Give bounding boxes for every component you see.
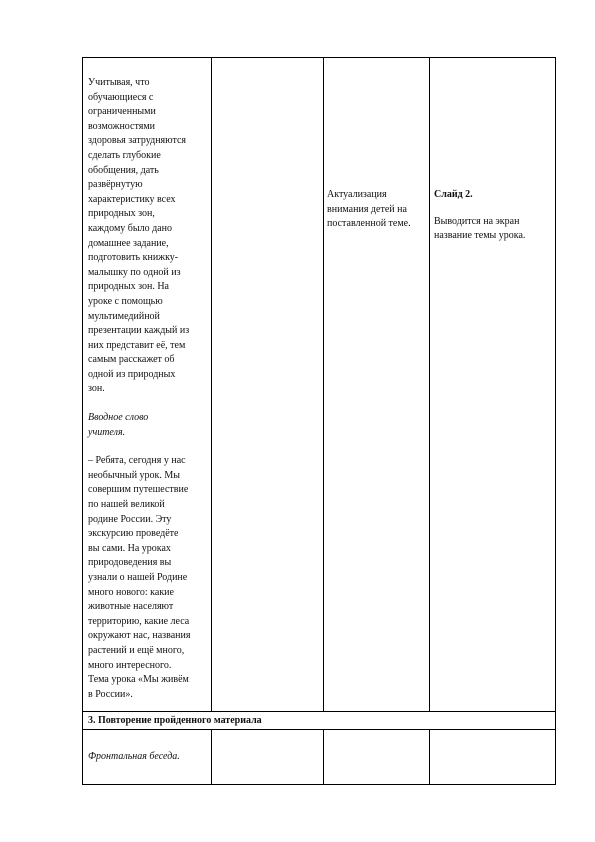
text-line: территорию, какие леса — [88, 615, 190, 627]
text-line: растений и ещё много, — [88, 644, 185, 656]
teacher-notes-cell — [83, 729, 212, 784]
text-line: много нового: какие — [88, 586, 174, 598]
teacher-notes-cell — [83, 58, 212, 712]
table-row-section — [83, 712, 556, 730]
paragraph-context — [88, 76, 207, 397]
text-line: много интересного. — [88, 659, 172, 671]
text-line: родине России. Эту — [88, 513, 172, 525]
text-line: характеристику всех — [88, 193, 176, 205]
table-row — [83, 729, 556, 784]
text-line: самым расскажет об — [88, 354, 175, 366]
text-line: животные населяют — [88, 601, 174, 613]
text-line: малышку по одной из — [88, 266, 181, 278]
text-line: презентации каждый из — [88, 325, 190, 337]
text-line: внимания детей на — [327, 203, 407, 215]
text-line: по нашей великой — [88, 499, 165, 511]
empty-cell — [324, 729, 430, 784]
text-line: сделать глубокие — [88, 149, 161, 161]
text-line: каждому было дано — [88, 222, 172, 234]
empty-cell — [430, 729, 556, 784]
text-line: Актуализация — [327, 189, 387, 200]
slide-number: Слайд 2. — [434, 189, 473, 200]
text-line: природных зон. На — [88, 281, 169, 293]
text-line: домашнее задание, — [88, 237, 169, 249]
slide-notes-cell — [430, 58, 556, 712]
text-line: природоведения вы — [88, 557, 172, 569]
text-line: мультимедийной — [88, 310, 160, 322]
text-line: подготовить книжку- — [88, 252, 179, 264]
section-title-cell — [83, 712, 556, 730]
text-line: в России». — [88, 688, 133, 700]
text-line: обучающиеся с — [88, 91, 154, 103]
text-line: здоровья затрудняются — [88, 135, 187, 147]
text-line: уроке с помощью — [88, 295, 163, 307]
text-line: Выводится на экран — [434, 215, 520, 227]
text-line: окружают нас, названия — [88, 630, 191, 642]
text-line: поставленной теме. — [327, 218, 411, 230]
text-line: необычный урок. Мы — [88, 469, 181, 481]
text-line: совершим путешествие — [88, 484, 189, 496]
text-line: них представит её, тем — [88, 339, 186, 351]
text-line: развёрнутую — [88, 179, 143, 191]
text-line: обобщения, дать — [88, 164, 159, 176]
paragraph-teacher-speech — [88, 454, 207, 702]
text-line: – Ребята, сегодня у нас — [88, 455, 186, 467]
table-row — [83, 58, 556, 712]
activity-label: Фронтальная беседа. — [88, 750, 180, 762]
empty-cell — [212, 58, 324, 712]
student-activity-cell — [324, 58, 430, 712]
text-line: Тема урока «Мы живём — [88, 674, 189, 686]
empty-cell — [212, 729, 324, 784]
text-line: учителя. — [88, 426, 126, 438]
text-line: возможностями — [88, 120, 156, 132]
text-line: название темы урока. — [434, 230, 526, 242]
text-line: узнали о нашей Родине — [88, 572, 188, 583]
text-line: природных зон, — [88, 208, 155, 220]
section-title: 3. Повторение пройденного материала — [88, 715, 262, 726]
lesson-plan-table — [82, 57, 556, 785]
text-line: зон. — [88, 383, 105, 395]
text-line: Учитывая, что — [88, 77, 150, 88]
text-line: одной из природных — [88, 368, 176, 380]
text-line: вы сами. На уроках — [88, 542, 171, 554]
text-line: Вводное слово — [88, 412, 149, 424]
text-line: ограниченными — [88, 106, 156, 118]
text-line: экскурсию проведёте — [88, 528, 179, 540]
intro-heading — [88, 411, 207, 440]
